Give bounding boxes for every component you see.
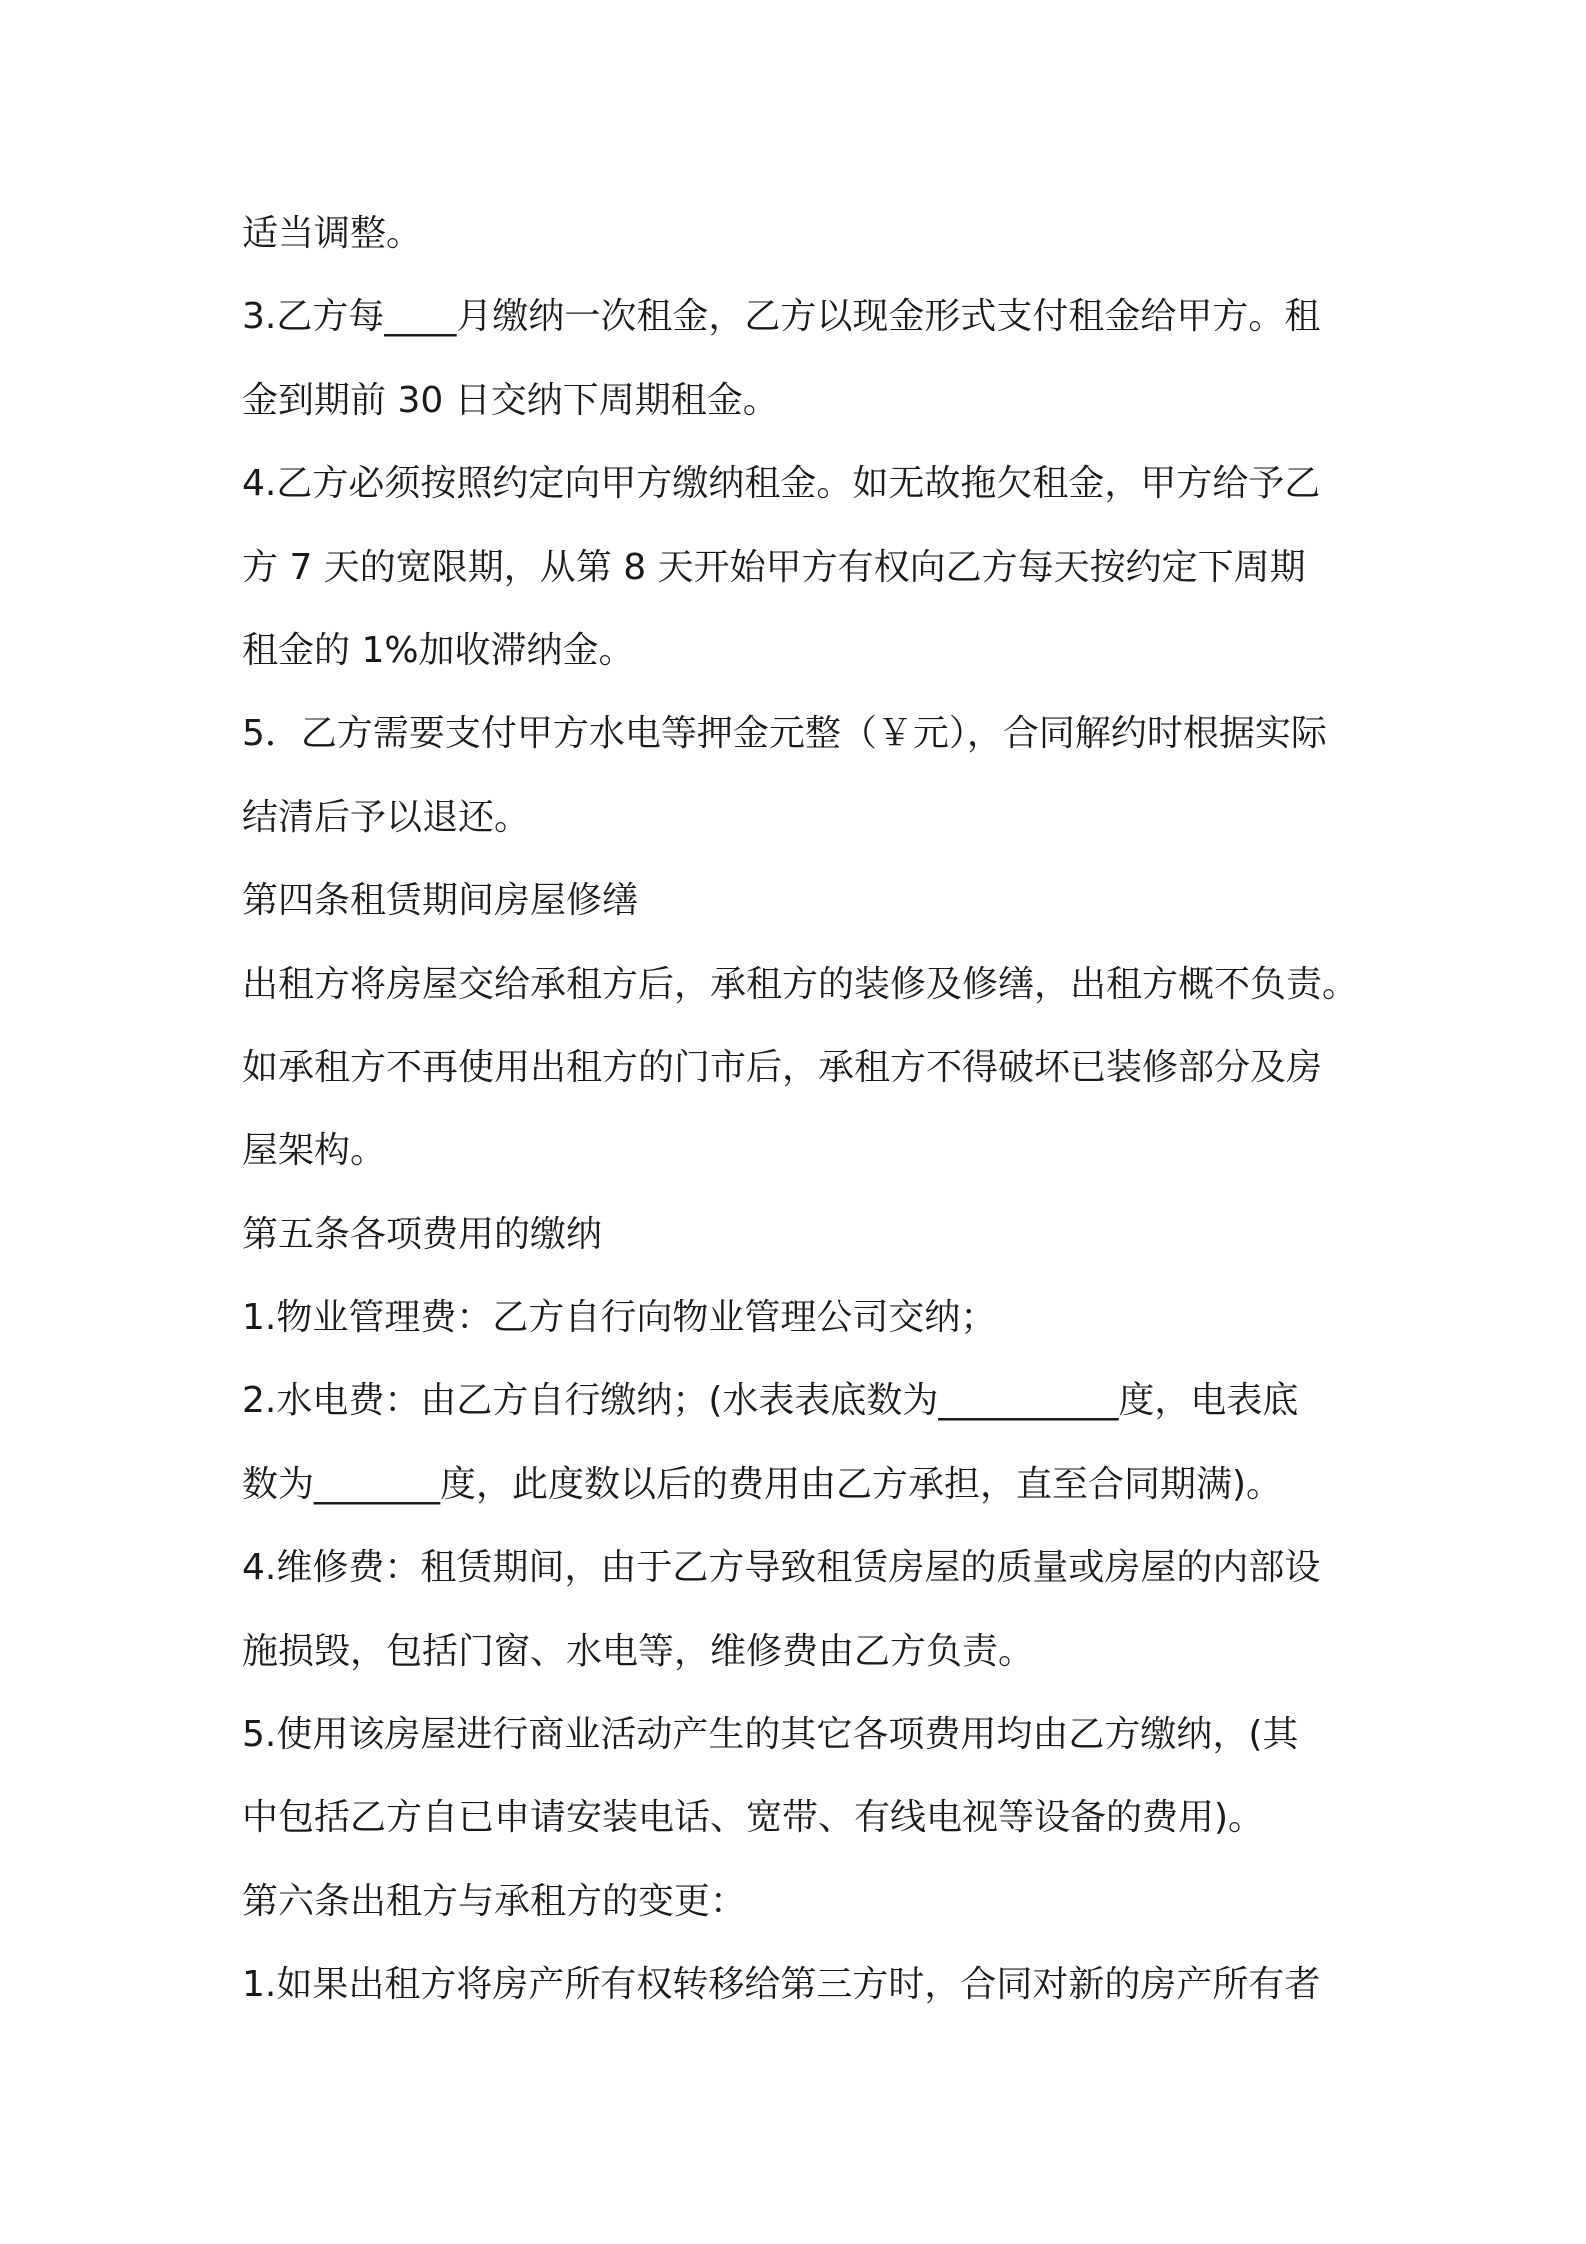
text-line: 出租方将房屋交给承租方后，承租方的装修及修缮，出租方概不负责。 [242,963,1359,1005]
text-line: 1.物业管理费：乙方自行向物业管理公司交纳； [242,1297,997,1339]
text-line: 结清后予以退还。 [242,796,531,838]
text-line: 1.如果出租方将房产所有权转移给第三方时，合同对新的房产所有者 [242,1964,1321,2006]
text-line: 4.乙方必须按照约定向甲方缴纳租金。如无故拖欠租金，甲方给予乙 [242,463,1321,505]
text-line: 数为_______度，此度数以后的费用由乙方承担，直至合同期满)。 [242,1463,1283,1505]
text-line: 4.维修费：租赁期间，由于乙方导致租赁房屋的质量或房屋的内部设 [242,1547,1321,1589]
text-line: 5．乙方需要支付甲方水电等押金元整（￥元），合同解约时根据实际 [242,713,1327,755]
text-line: 金到期前 30 日交纳下周期租金。 [242,379,779,421]
section-heading: 第五条各项费用的缴纳 [242,1213,603,1255]
text-line: 中包括乙方自已申请安装电话、宽带、有线电视等设备的费用)。 [242,1797,1265,1839]
section-heading: 第六条出租方与承租方的变更： [242,1880,747,1922]
section-heading: 第四条租赁期间房屋修缮 [242,880,639,922]
text-line: 3.乙方每____月缴纳一次租金，乙方以现金形式支付租金给甲方。租 [242,296,1321,338]
text-line: 施损毁，包括门窗、水电等，维修费由乙方负责。 [242,1630,1035,1672]
text-line: 方 7 天的宽限期，从第 8 天开始甲方有权向乙方每天按约定下周期 [242,546,1306,588]
text-line: 2.水电费：由乙方自行缴纳；(水表表底数为__________度，电表底 [242,1380,1299,1422]
text-line: 屋架构。 [242,1130,387,1172]
text-line: 适当调整。 [242,213,423,254]
text-line: 租金的 1%加收滞纳金。 [242,629,635,671]
contract-text-body [242,192,1359,2027]
text-line: 如承租方不再使用出租方的门市后，承租方不得破坏已装修部分及房 [242,1046,1323,1088]
text-line: 5.使用该房屋进行商业活动产生的其它各项费用均由乙方缴纳，(其 [242,1714,1299,1756]
